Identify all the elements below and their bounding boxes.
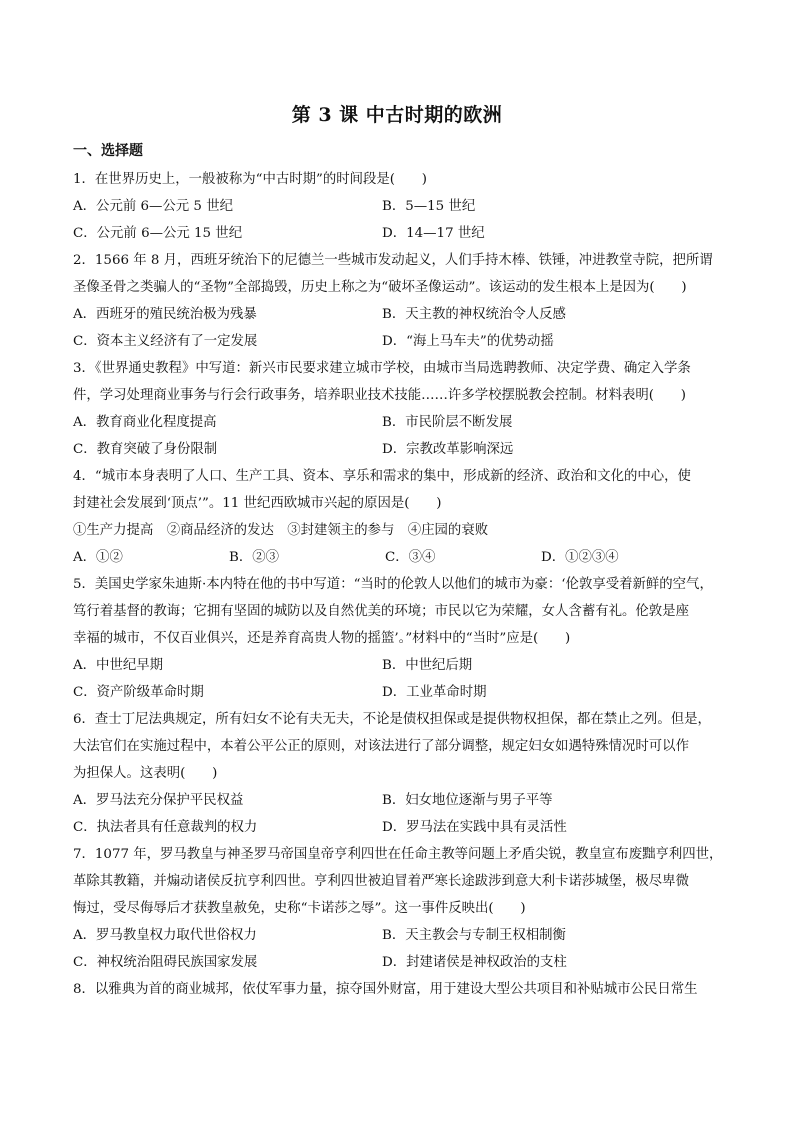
option-c: C．资本主义经济有了一定发展 [73, 334, 258, 349]
option-d: D．①②③④ [541, 550, 619, 565]
option-d: D．工业革命时期 [382, 685, 487, 700]
question-text: 封建社会发展到‘顶点’”。11 世纪西欧城市兴起的原因是( ) [73, 496, 442, 511]
option-b: B．5—15 世纪 [382, 199, 476, 214]
option-a: A．罗马法充分保护平民权益 [73, 793, 244, 808]
option-d: D．罗马法在实践中具有灵活性 [382, 820, 567, 835]
option-row [73, 787, 723, 814]
question-text: 笃行着基督的教诲；它拥有坚固的城防以及自然优美的环境；市民以它为荣耀，女人含蓄有礼。伦敦是座 [73, 604, 689, 619]
question-text: 件，学习处理商业事务与行会行政事务，培养职业技术技能……许多学校摆脱教会控制。材料表明( ) [73, 388, 687, 403]
option-b: B．中世纪后期 [382, 658, 473, 673]
question-text: 圣像圣骨之类骗人的“圣物”全部捣毁，历史上称之为“破坏圣像运动”。该运动的发生根本上是因为( ) [73, 280, 687, 295]
option-row [73, 193, 723, 220]
question-8 [73, 976, 723, 1003]
question-text: 2．1566 年 8 月，西班牙统治下的尼德兰一些城市发动起义，人们手持木棒、铁锤，冲进教堂寺院，把所谓 [73, 253, 713, 268]
option-b: B．天主教的神权统治令人反感 [382, 307, 566, 322]
question-6 [73, 706, 723, 841]
question-5 [73, 571, 723, 706]
option-a: A．罗马教皇权力取代世俗权力 [73, 928, 257, 943]
question-statements: ①生产力提高 ②商品经济的发达 ③封建领主的参与 ④庄园的衰败 [73, 523, 489, 538]
option-c: C．资产阶级革命时期 [73, 685, 204, 700]
option-b: B．天主教会与专制王权相制衡 [382, 928, 566, 943]
question-text: 革除其教籍，并煽动诸侯反抗亨利四世。亨利四世被迫冒着严寒长途跋涉到意大利卡诺莎城堡，极尽卑微 [73, 874, 689, 889]
question-text: 幸福的城市，不仅百业俱兴，还是养育高贵人物的摇篮’。”材料中的“当时”应是( ) [73, 631, 571, 646]
option-row [73, 220, 723, 247]
option-row [73, 949, 723, 976]
option-c: C．执法者具有任意裁判的权力 [73, 820, 258, 835]
question-7 [73, 841, 723, 976]
option-d: D．“海上马车夫”的优势动摇 [382, 334, 554, 349]
question-text: 3．《世界通史教程》中写道：新兴市民要求建立城市学校，由城市当局选聘教师、决定学费、确定入学条 [73, 361, 691, 376]
option-c: C．③④ [385, 550, 436, 565]
option-a: A．教育商业化程度提高 [73, 415, 217, 430]
question-text: 1．在世界历史上，一般被称为“中古时期”的时间段是( ) [73, 172, 428, 187]
question-2 [73, 247, 723, 355]
option-row [73, 301, 723, 328]
question-text: 8．以雅典为首的商业城邦，依仗军事力量，掠夺国外财富，用于建设大型公共项目和补贴城市公民日常生 [73, 982, 698, 997]
question-1 [73, 166, 723, 247]
option-d: D．宗教改革影响深远 [382, 442, 514, 457]
page-title: 第 3 课 中古时期的欧洲 [291, 104, 503, 126]
option-row [73, 544, 723, 571]
option-d: D．封建诸侯是神权政治的支柱 [382, 955, 567, 970]
option-d: D．14—17 世纪 [382, 226, 485, 241]
question-list [73, 166, 723, 1003]
option-c: C．神权统治阻碍民族国家发展 [73, 955, 258, 970]
question-text: 大法官们在实施过程中，本着公平公正的原则，对该法进行了部分调整，规定妇女如遇特殊情况时可以作 [73, 739, 689, 754]
question-text: 5．美国史学家朱迪斯·本内特在他的书中写道：“当时的伦敦人以他们的城市为豪：‘伦敦享受着新鲜的空气， [73, 577, 713, 592]
question-text: 4．“城市本身表明了人口、生产工具、资本、享乐和需求的集中，形成新的经济、政治和文化的中心，使 [73, 469, 691, 484]
option-a: A．①② [73, 550, 123, 565]
option-row [73, 328, 723, 355]
option-a: A．西班牙的殖民统治极为残暴 [73, 307, 257, 322]
option-c: C．公元前 6—公元 15 世纪 [73, 226, 243, 241]
question-4 [73, 463, 723, 571]
option-b: B．②③ [229, 550, 280, 565]
option-row [73, 652, 723, 679]
question-text: 悔过，受尽侮辱后才获教皇赦免，史称“卡诺莎之辱”。这一事件反映出( ) [73, 901, 526, 916]
option-row [73, 436, 723, 463]
option-a: A．公元前 6—公元 5 世纪 [73, 199, 233, 214]
question-text: 7．1077 年，罗马教皇与神圣罗马帝国皇帝亨利四世在任命主教等问题上矛盾尖锐，教皇宣布废黜亨利四世， [73, 847, 723, 862]
option-b: B．市民阶层不断发展 [382, 415, 513, 430]
question-text: 6．查士丁尼法典规定，所有妇女不论有夫无夫，不论是债权担保或是提供物权担保，都在禁止之列。但是， [73, 712, 711, 727]
option-row [73, 679, 723, 706]
option-c: C．教育突破了身份限制 [73, 442, 218, 457]
question-3 [73, 355, 723, 463]
section-heading: 一、选择题 [73, 143, 143, 159]
option-row [73, 922, 723, 949]
question-text: 为担保人。这表明( ) [73, 766, 218, 781]
option-row [73, 814, 723, 841]
option-a: A．中世纪早期 [73, 658, 164, 673]
option-b: B．妇女地位逐渐与男子平等 [382, 793, 553, 808]
option-row [73, 409, 723, 436]
